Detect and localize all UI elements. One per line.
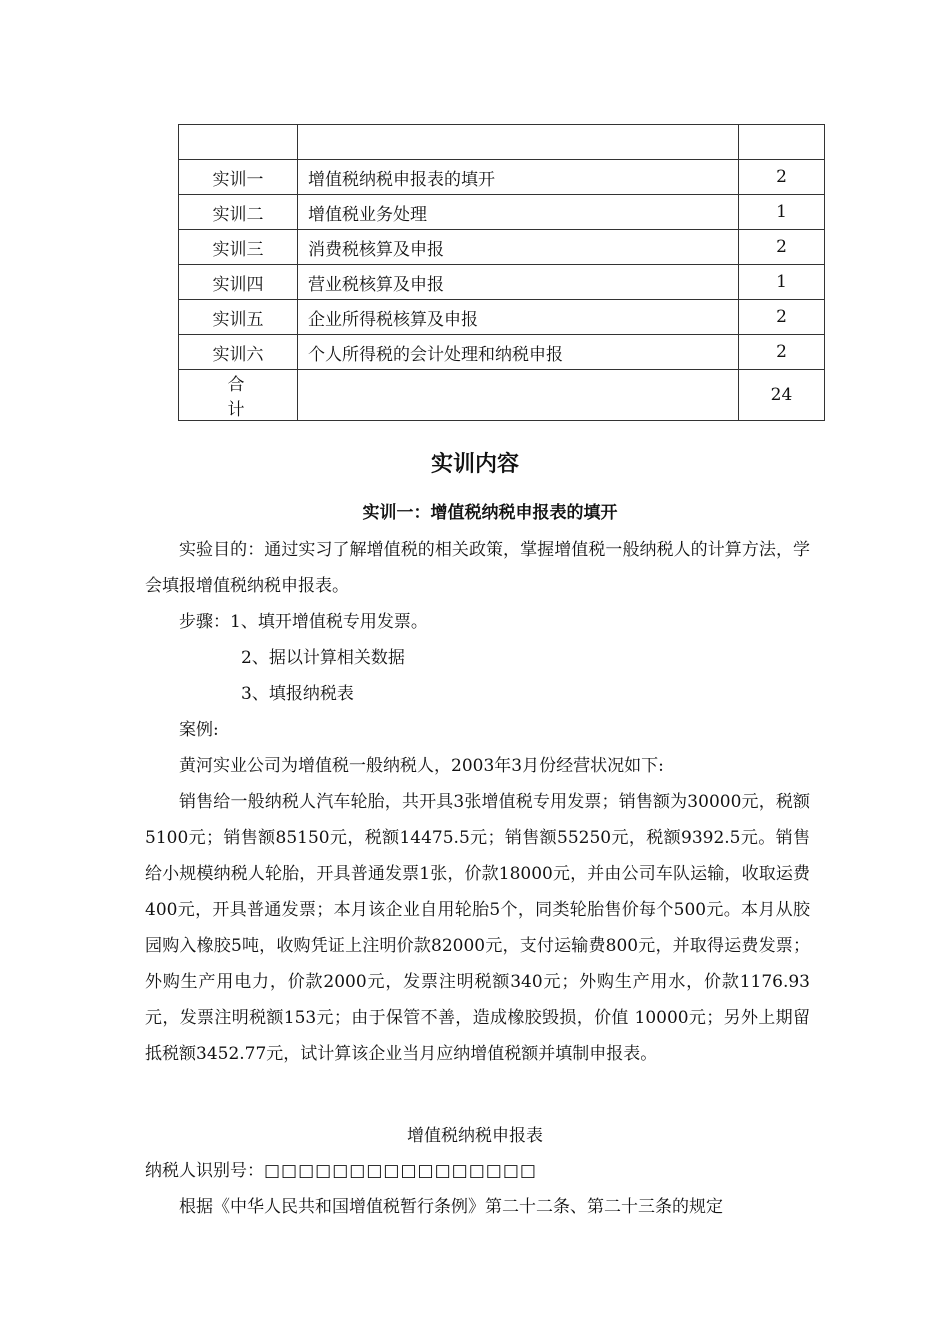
- training-code: 实训五: [179, 300, 298, 335]
- training-name: 消费税核算及申报: [298, 230, 739, 265]
- training-hours: 1: [739, 195, 825, 230]
- taxpayer-id-boxes: □□□□□□□□□□□□□□□□: [264, 1161, 537, 1181]
- training-schedule-table: [178, 124, 825, 421]
- step-3: 3、填报纳税表: [241, 684, 354, 704]
- section-title: 实训内容: [430, 452, 519, 477]
- table-row: [179, 300, 825, 335]
- training-code: 实训四: [179, 265, 298, 300]
- header-cell: [739, 125, 825, 160]
- training-code: 实训二: [179, 195, 298, 230]
- total-label: 合计: [179, 370, 298, 421]
- header-cell: [298, 125, 739, 160]
- case-label: 案例:: [179, 720, 219, 740]
- training-name: 增值税业务处理: [298, 195, 739, 230]
- training-code: 实训六: [179, 335, 298, 370]
- training-code: 实训三: [179, 230, 298, 265]
- table-row: [179, 265, 825, 300]
- training-hours: 2: [739, 335, 825, 370]
- total-hours: 24: [739, 370, 825, 421]
- total-blank: [298, 370, 739, 421]
- training-hours: 2: [739, 300, 825, 335]
- steps-label: 步骤：1、填开增值税专用发票。: [179, 612, 428, 632]
- taxpayer-id-row: [145, 1153, 537, 1189]
- taxpayer-id-label: 纳税人识别号：: [145, 1161, 264, 1181]
- table-row: [179, 335, 825, 370]
- sub-title: 实训一：增值税纳税申报表的填开: [362, 503, 618, 523]
- training-name: 个人所得税的会计处理和纳税申报: [298, 335, 739, 370]
- table-row: [179, 230, 825, 265]
- purpose-paragraph: 实验目的：通过实习了解增值税的相关政策，掌握增值税一般纳税人的计算方法，学会填报增值税纳税申报表。: [145, 540, 810, 596]
- training-hours: 1: [739, 265, 825, 300]
- training-hours: 2: [739, 160, 825, 195]
- table-row: [179, 195, 825, 230]
- table-header-row: [179, 125, 825, 160]
- form-title: 增值税纳税申报表: [407, 1126, 543, 1146]
- training-hours: 2: [739, 230, 825, 265]
- case-body-paragraph: 销售给一般纳税人汽车轮胎，共开具3张增值税专用发票；销售额为30000元，税额5100元；销售额85150元，税额14475.5元；销售额55250元，税额9392.5元。销售给小规模纳税人轮胎，开具普通发票1张，价款18000元，并由公司车队运输，收取运费400元，开具普通发票；本月该企业自用轮胎5个，同类轮胎售价每个500元。本月从胶园购入橡胶5吨，收购凭证上注明价款82000元，支付运输费800元，并取得运费发票；外购生产用电力，价款2000元，发票注明税额340元；外购生产用水，价款1176.93元，发票注明税额153元；由于保管不善，造成橡胶毁损，价值 10000元；另外上期留抵税额3452.77元，试计算该企业当月应纳增值税额并填制申报表。: [145, 792, 810, 1064]
- header-cell: [179, 125, 298, 160]
- regulation-line: 根据《中华人民共和国增值税暂行条例》第二十二条、第二十三条的规定: [179, 1197, 723, 1217]
- total-row: [179, 370, 825, 421]
- case-intro: 黄河实业公司为增值税一般纳税人，2003年3月份经营状况如下:: [179, 756, 664, 776]
- training-code: 实训一: [179, 160, 298, 195]
- training-name: 营业税核算及申报: [298, 265, 739, 300]
- table-row: [179, 160, 825, 195]
- training-name: 企业所得税核算及申报: [298, 300, 739, 335]
- step-2: 2、据以计算相关数据: [241, 648, 405, 668]
- training-name: 增值税纳税申报表的填开: [298, 160, 739, 195]
